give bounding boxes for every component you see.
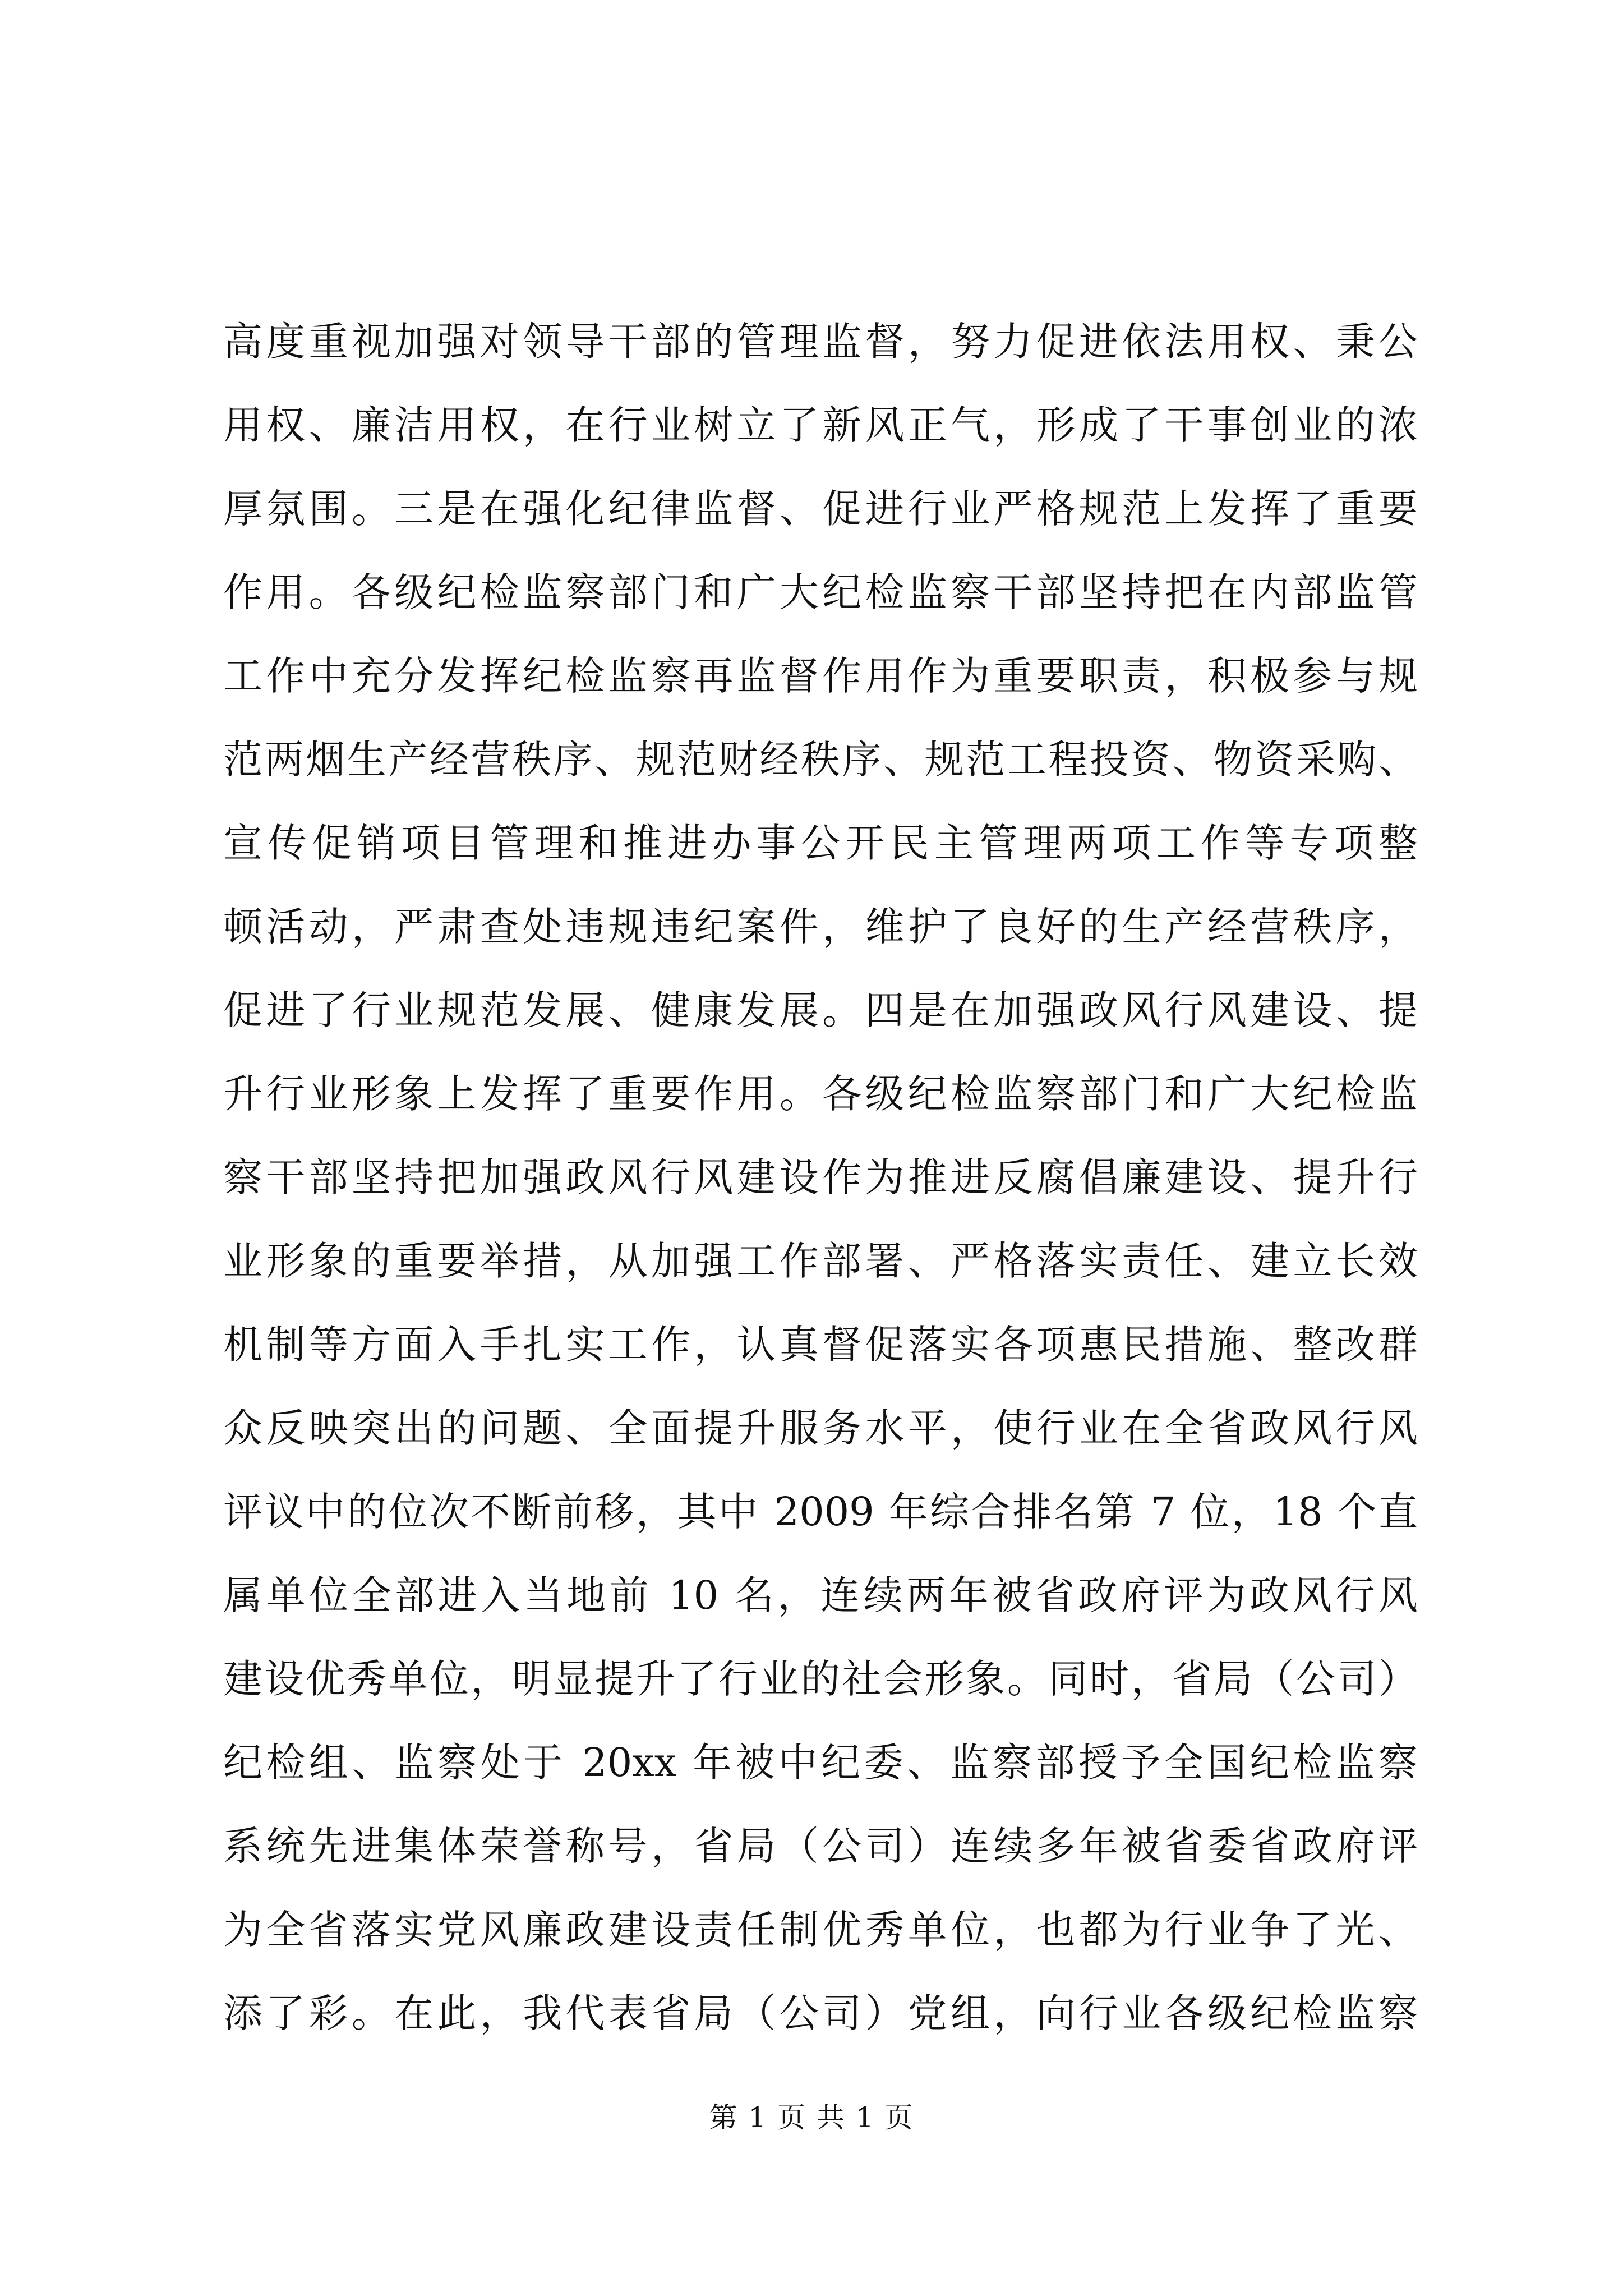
text-line: 众反映突出的问题、全面提升服务水平，使行业在全省政风行风 — [223, 1405, 1418, 1451]
text-line: 添了彩。在此，我代表省局（公司）党组，向行业各级纪检监察 — [223, 1990, 1418, 2036]
text-line: 建设优秀单位，明显提升了行业的社会形象。同时，省局（公司） — [223, 1656, 1418, 1702]
text-line: 纪检组、监察处于 20xx 年被中纪委、监察部授予全国纪检监察 — [223, 1740, 1418, 1786]
body-text — [223, 300, 1418, 2055]
text-line: 升行业形象上发挥了重要作用。各级纪检监察部门和广大纪检监 — [223, 1071, 1418, 1117]
text-line: 高度重视加强对领导干部的管理监督，努力促进依法用权、秉公 — [223, 319, 1418, 365]
text-line: 机制等方面入手扎实工作，认真督促落实各项惠民措施、整改群 — [223, 1322, 1418, 1368]
text-line: 评议中的位次不断前移，其中 2009 年综合排名第 7 位，18 个直 — [223, 1489, 1418, 1535]
text-line: 作用。各级纪检监察部门和广大纪检监察干部坚持把在内部监管 — [223, 569, 1418, 615]
text-line: 促进了行业规范发展、健康发展。四是在加强政风行风建设、提 — [223, 987, 1418, 1033]
text-line: 为全省落实党风廉政建设责任制优秀单位，也都为行业争了光、 — [223, 1907, 1418, 1953]
text-line: 业形象的重要举措，从加强工作部署、严格落实责任、建立长效 — [223, 1238, 1418, 1284]
text-line: 顿活动，严肃查处违规违纪案件，维护了良好的生产经营秩序， — [223, 904, 1418, 950]
text-line: 工作中充分发挥纪检监察再监督作用作为重要职责，积极参与规 — [223, 653, 1418, 699]
text-line: 系统先进集体荣誉称号，省局（公司）连续多年被省委省政府评 — [223, 1823, 1418, 1869]
text-line: 用权、廉洁用权，在行业树立了新风正气，形成了干事创业的浓 — [223, 402, 1418, 448]
text-line: 范两烟生产经营秩序、规范财经秩序、规范工程投资、物资采购、 — [223, 737, 1418, 783]
page-number-footer: 第 1 页 共 1 页 — [709, 2101, 914, 2134]
text-line: 察干部坚持把加强政风行风建设作为推进反腐倡廉建设、提升行 — [223, 1154, 1418, 1200]
text-line: 属单位全部进入当地前 10 名，连续两年被省政府评为政风行风 — [223, 1572, 1418, 1618]
text-line: 厚氛围。三是在强化纪律监督、促进行业严格规范上发挥了重要 — [223, 486, 1418, 532]
text-line: 宣传促销项目管理和推进办事公开民主管理两项工作等专项整 — [223, 820, 1418, 866]
